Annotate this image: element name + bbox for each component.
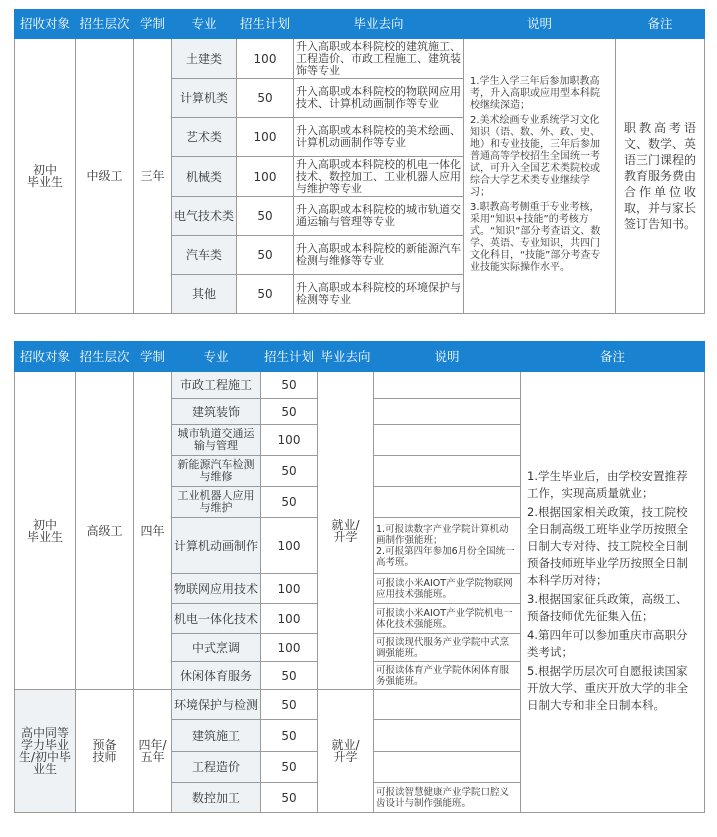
description-cell	[374, 487, 521, 518]
major-cell: 城市轨道交通运输与管理	[172, 425, 261, 456]
description-cell: 1.可报读数字产业学院计算机动画制作强能班； 2.可报第四年参加6月份全国统一高考班。	[374, 518, 521, 574]
remark-4: 4.第四年可以参加重庆市高职分类考试；	[527, 628, 688, 659]
duration-cell: 三年	[134, 39, 172, 314]
destination-cell: 就业/ 升学	[318, 690, 374, 813]
plan-cell: 50	[237, 197, 294, 236]
major-cell: 计算机类	[172, 79, 237, 118]
destination-cell: 就业/ 升学	[318, 372, 374, 690]
col-header-target: 招收对象	[15, 342, 76, 372]
description-cell: 可报读智慧健康产业学院口腔义齿设计与制作强能班。	[374, 783, 521, 813]
plan-cell: 50	[261, 662, 318, 690]
col-header-target: 招收对象	[15, 10, 76, 39]
note-2: 2.美术绘画专业系统学习文化知识（语、数、外、政、史、地）和专业技能，三年后参加普通高等学校招生全国统一考试，可升入全国艺术类院校或综合大学艺术类专业继续学习；	[470, 114, 600, 198]
major-cell: 物联网应用技术	[172, 574, 261, 604]
description-cell	[374, 399, 521, 425]
col-header-major: 专业	[172, 342, 261, 372]
table-row	[15, 372, 705, 399]
destination-cell: 升入高职或本科院校的城市轨道交通运输与管理等专业	[294, 197, 464, 236]
destination-cell: 升入高职或本科院校的美术绘画、计算机动画制作等专业	[294, 118, 464, 157]
note-3: 3.职教高考侧重于专业考核，采用“知识+技能”的考核方式。“知识”部分考查语文、数学、英语、专业知识，共四门文化科目，“技能”部分考查专业技能实际操作水平。	[470, 201, 601, 273]
col-header-plan: 招生计划	[261, 342, 318, 372]
level-cell: 中级工	[76, 39, 134, 314]
duration-cell: 四年/ 五年	[134, 690, 172, 813]
table-row	[15, 39, 705, 79]
plan-cell: 100	[237, 118, 294, 157]
destination-cell: 升入高职或本科院校的机电一体化技术、数控加工、工业机器人应用与维护等专业	[294, 157, 464, 197]
description-cell	[374, 456, 521, 487]
plan-cell: 50	[237, 236, 294, 275]
remarks-cell	[521, 372, 705, 813]
description-cell: 可报读小米AIOT产业学院物联网应用技术强能班。	[374, 574, 521, 604]
plan-cell: 100	[237, 39, 294, 79]
target-cell: 高中同等 学力毕业 生/初中毕 业生	[15, 690, 76, 813]
plan-cell: 100	[261, 574, 318, 604]
col-header-description: 说明	[464, 10, 616, 39]
major-cell: 其他	[172, 275, 237, 314]
plan-cell: 100	[261, 604, 318, 634]
duration-cell: 四年	[134, 372, 172, 690]
target-cell: 初中 毕业生	[15, 372, 76, 690]
major-cell: 建筑装饰	[172, 399, 261, 425]
destination-cell: 升入高职或本科院校的物联网应用技术、计算机动画制作等专业	[294, 79, 464, 118]
remark-3: 3.根据国家征兵政策，高级工、预备技师优先征集入伍；	[527, 592, 688, 623]
col-header-duration: 学制	[134, 10, 172, 39]
description-cell: 可报读小米AIOT产业学院机电一体化技术强能班。	[374, 604, 521, 634]
plan-cell: 50	[261, 399, 318, 425]
plan-cell: 50	[261, 487, 318, 518]
remark-2: 2.根据国家相关政策，技工院校全日制高级工班毕业学历按照全日制大专对待、技工院校全日制预备技师班毕业学历按照全日制本科学历对待；	[527, 505, 688, 587]
destination-cell: 升入高职或本科院校的建筑施工、工程造价、市政工程施工、建筑装饰等专业	[294, 39, 464, 79]
major-cell: 休闲体育服务	[172, 662, 261, 690]
plan-cell: 50	[261, 456, 318, 487]
major-cell: 汽车类	[172, 236, 237, 275]
description-cell	[374, 372, 521, 399]
description-cell	[374, 752, 521, 783]
level-cell: 高级工	[76, 372, 134, 690]
major-cell: 新能源汽车检测与维修	[172, 456, 261, 487]
col-header-description: 说明	[374, 342, 521, 372]
description-cell	[374, 425, 521, 456]
plan-cell: 100	[261, 425, 318, 456]
remarks-cell: 职教高考语文、数学、英语三门课程的教育服务费由合作单位收取，并与家长签订告知书。	[616, 39, 705, 314]
remark-5: 5.根据学历层次可自愿报读国家开放大学、重庆开放大学的非全日制大专和非全日制本科。	[527, 664, 688, 712]
description-cell: 可报读体育产业学院休闲体育服务强能班。	[374, 662, 521, 690]
major-cell: 计算机动画制作	[172, 518, 261, 574]
target-cell: 初中 毕业生	[15, 39, 76, 314]
table-header-row	[15, 10, 705, 39]
description-cell: 可报读现代服务产业学院中式烹调强能班。	[374, 634, 521, 662]
major-cell: 土建类	[172, 39, 237, 79]
major-cell: 环境保护与检测	[172, 690, 261, 720]
major-cell: 数控加工	[172, 783, 261, 813]
advanced-level-enrollment-table	[14, 341, 705, 813]
major-cell: 电气技术类	[172, 197, 237, 236]
plan-cell: 100	[237, 157, 294, 197]
description-cell	[464, 39, 616, 314]
remark-1: 1.学生毕业后，由学校安置推荐工作，实现高质量就业；	[527, 469, 688, 500]
major-cell: 工程造价	[172, 752, 261, 783]
plan-cell: 50	[261, 752, 318, 783]
col-header-remarks: 备注	[616, 10, 705, 39]
plan-cell: 100	[261, 518, 318, 574]
note-1: 1.学生入学三年后参加职教高考，升入高职或应用型本科院校继续深造；	[470, 75, 600, 111]
col-header-level: 招生层次	[76, 342, 134, 372]
major-cell: 市政工程施工	[172, 372, 261, 399]
description-cell	[374, 690, 521, 720]
plan-cell: 50	[261, 690, 318, 720]
col-header-major: 专业	[172, 10, 237, 39]
plan-cell: 50	[261, 372, 318, 399]
major-cell: 机械类	[172, 157, 237, 197]
major-cell: 中式烹调	[172, 634, 261, 662]
col-header-level: 招生层次	[76, 10, 134, 39]
col-header-destination: 毕业去向	[294, 10, 464, 39]
level-cell: 预备 技师	[76, 690, 134, 813]
destination-cell: 升入高职或本科院校的新能源汽车检测与维修等专业	[294, 236, 464, 275]
plan-cell: 50	[261, 720, 318, 752]
plan-cell: 50	[237, 79, 294, 118]
description-cell	[374, 720, 521, 752]
secondary-level-enrollment-table	[14, 9, 705, 314]
major-cell: 工业机器人应用与维护	[172, 487, 261, 518]
major-cell: 建筑施工	[172, 720, 261, 752]
plan-cell: 100	[261, 634, 318, 662]
destination-cell: 升入高职或本科院校的环境保护与检测等专业	[294, 275, 464, 314]
col-header-plan: 招生计划	[237, 10, 294, 39]
col-header-destination: 毕业去向	[318, 342, 374, 372]
plan-cell: 50	[261, 783, 318, 813]
plan-cell: 50	[237, 275, 294, 314]
table-header-row	[15, 342, 705, 372]
col-header-duration: 学制	[134, 342, 172, 372]
major-cell: 机电一体化技术	[172, 604, 261, 634]
major-cell: 艺术类	[172, 118, 237, 157]
col-header-remarks: 备注	[521, 342, 705, 372]
